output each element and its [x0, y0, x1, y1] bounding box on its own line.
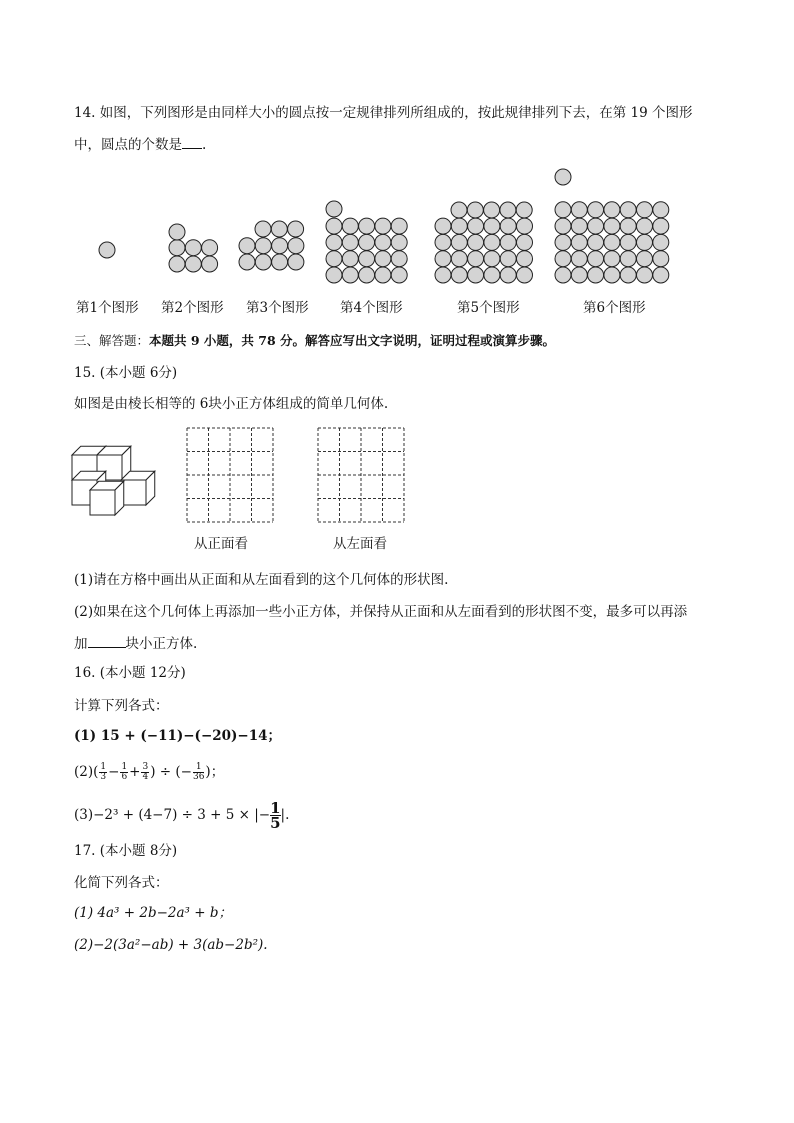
dot — [239, 254, 255, 270]
grid-label-front: 从正面看 — [194, 536, 248, 552]
q17-title: 17. (本小题 8分) — [74, 843, 178, 859]
dot — [484, 202, 500, 218]
q16-p3-end: |. — [280, 807, 290, 823]
dot — [239, 238, 255, 254]
dot — [435, 267, 451, 283]
dot — [484, 234, 500, 250]
dot — [467, 202, 483, 218]
dot — [571, 218, 587, 234]
q15-part1: (1)请在方格中画出从正面和从左面看到的这个几何体的形状图. — [74, 572, 449, 588]
figure-label-5: 第5个图形 — [457, 300, 520, 316]
frac-den: 5 — [270, 814, 281, 832]
dot — [468, 251, 484, 267]
dot — [555, 169, 571, 185]
q14-line2-text: 中，圆点的个数是 — [74, 137, 182, 153]
dot — [255, 238, 271, 254]
q16-p3-expr: (3)−2³ + (4−7) ÷ 3 + 5 × |− — [74, 807, 271, 823]
dot — [653, 267, 669, 283]
q15-answer-blank[interactable] — [88, 633, 126, 648]
dot — [516, 202, 532, 218]
dot — [271, 221, 287, 237]
dot — [604, 218, 620, 234]
dot — [468, 218, 484, 234]
figure-label-6: 第6个图形 — [583, 300, 646, 316]
dot — [468, 234, 484, 250]
dot — [451, 234, 467, 250]
dot — [653, 218, 669, 234]
dot — [326, 201, 342, 217]
fraction-3-4 — [141, 763, 149, 782]
frac-den: 6 — [121, 772, 128, 782]
dot — [604, 251, 620, 267]
section3-rest: 解答应写出文字说明，证明过程或演算步骤。 — [305, 333, 556, 348]
dot — [637, 267, 653, 283]
dot — [555, 218, 571, 234]
dot — [272, 254, 288, 270]
q16-intro: 计算下列各式： — [74, 698, 169, 714]
dot — [375, 251, 391, 267]
dot — [620, 202, 636, 218]
q16-part3 — [74, 800, 289, 830]
dot — [500, 202, 516, 218]
dot — [484, 267, 500, 283]
section3-prefix: 三、解答题： — [74, 333, 150, 348]
frac-den: 3 — [100, 772, 107, 782]
figure-label-1: 第1个图形 — [76, 300, 139, 316]
dot — [375, 218, 391, 234]
dot — [637, 234, 653, 250]
dot — [169, 224, 185, 240]
dot — [637, 218, 653, 234]
dot — [272, 238, 288, 254]
frac-num: 3 — [142, 762, 149, 772]
dot — [288, 221, 304, 237]
fraction-1-3 — [99, 763, 107, 782]
dot — [555, 202, 571, 218]
dot — [604, 202, 620, 218]
dot — [435, 218, 451, 234]
q15-part2-b: 块小正方体. — [125, 636, 198, 652]
dot — [620, 218, 636, 234]
q15-part2-a: 加 — [74, 636, 88, 652]
dot — [435, 251, 451, 267]
figure-label-3: 第3个图形 — [246, 300, 309, 316]
section3-bold: 本题共 9 小题，共 78 分。 — [149, 333, 306, 348]
dot — [169, 240, 185, 256]
dot — [359, 251, 375, 267]
q16-p2-op1: − — [108, 764, 120, 780]
q16-title: 16. (本小题 12分) — [74, 665, 186, 681]
dot — [451, 267, 467, 283]
dot — [326, 251, 342, 267]
dot — [555, 251, 571, 267]
frac-num: 1 — [193, 763, 204, 773]
dot — [255, 254, 271, 270]
dot — [588, 267, 604, 283]
dot — [288, 238, 304, 254]
q17-intro: 化简下列各式： — [74, 875, 169, 891]
frac-num: 1 — [270, 799, 281, 817]
dot — [391, 234, 407, 250]
grid-label-left: 从左面看 — [333, 536, 387, 552]
dot — [555, 234, 571, 250]
dot — [571, 202, 587, 218]
dot — [359, 267, 375, 283]
q16-part2 — [74, 760, 224, 784]
dot — [620, 251, 636, 267]
frac-num: 1 — [100, 762, 107, 772]
dot — [604, 267, 620, 283]
dot — [435, 234, 451, 250]
fraction-1-5 — [270, 801, 280, 830]
dot — [451, 202, 467, 218]
q16-p2-op3: ) ÷ (− — [150, 764, 192, 780]
dot — [571, 251, 587, 267]
dot — [588, 234, 604, 250]
dot — [99, 242, 115, 258]
frac-num: 1 — [121, 762, 128, 772]
dot — [500, 218, 516, 234]
q16-p2-close: )； — [205, 764, 225, 780]
q16-p2-op2: + — [129, 764, 141, 780]
dot — [185, 240, 201, 256]
dot — [517, 267, 533, 283]
q14-line2-end: . — [202, 137, 207, 153]
dot — [637, 251, 653, 267]
q16-p2-open: (2)( — [74, 764, 99, 780]
dot — [468, 267, 484, 283]
dot — [375, 267, 391, 283]
dot — [653, 234, 669, 250]
figure-label-2: 第2个图形 — [161, 300, 224, 316]
dot — [391, 267, 407, 283]
dot — [484, 251, 500, 267]
dot — [451, 218, 467, 234]
dot — [169, 256, 185, 272]
dot — [604, 234, 620, 250]
dot — [359, 218, 375, 234]
dot — [391, 218, 407, 234]
q15-part2-line2 — [74, 633, 197, 653]
cube-face — [90, 490, 115, 515]
dot — [653, 251, 669, 267]
dot — [451, 251, 467, 267]
dot — [484, 218, 500, 234]
dot — [359, 234, 375, 250]
dot — [588, 202, 604, 218]
dot — [326, 218, 342, 234]
q15-intro: 如图是由棱长相等的 6块小正方体组成的简单几何体. — [74, 396, 389, 412]
dot — [375, 234, 391, 250]
dot — [326, 267, 342, 283]
q16-part1: (1) 15 + (−11)−(−20)−14； — [74, 728, 282, 744]
dot — [500, 234, 516, 250]
q14-line1: 14. 如图，下列图形是由同样大小的圆点按一定规律排列所组成的，按此规律排列下去，在第 19 个图形 — [74, 105, 693, 121]
dot — [517, 251, 533, 267]
section3-header — [74, 332, 555, 350]
dot — [342, 251, 358, 267]
dot — [571, 234, 587, 250]
q17-part1: (1) 4a³ + 2b−2a³ + b； — [74, 905, 232, 921]
dot — [588, 218, 604, 234]
dot — [288, 254, 304, 270]
dot — [571, 267, 587, 283]
dot — [202, 256, 218, 272]
frac-den: 36 — [192, 772, 205, 782]
dot — [342, 234, 358, 250]
q17-part2: (2)−2(3a²−ab) + 3(ab−2b²). — [74, 937, 268, 953]
dot — [620, 267, 636, 283]
dot — [637, 202, 653, 218]
figure-label-4: 第4个图形 — [340, 300, 403, 316]
fraction-1-6 — [120, 763, 128, 782]
dot — [391, 251, 407, 267]
dot — [342, 267, 358, 283]
dot — [185, 256, 201, 272]
q15-title: 15. (本小题 6分) — [74, 365, 178, 381]
q15-part2-line1: (2)如果在这个几何体上再添加一些小正方体，并保持从正面和从左面看到的形状图不变，最多可以再添 — [74, 604, 688, 620]
dot — [517, 234, 533, 250]
dot — [500, 251, 516, 267]
fraction-1-36 — [193, 763, 204, 782]
dot — [653, 202, 669, 218]
dot — [588, 251, 604, 267]
frac-den: 4 — [142, 772, 149, 782]
dot — [620, 234, 636, 250]
dot — [255, 221, 271, 237]
dot — [202, 240, 218, 256]
dot — [342, 218, 358, 234]
dot — [500, 267, 516, 283]
dot — [517, 218, 533, 234]
dot — [555, 267, 571, 283]
dot — [326, 234, 342, 250]
cube-face — [121, 480, 146, 505]
